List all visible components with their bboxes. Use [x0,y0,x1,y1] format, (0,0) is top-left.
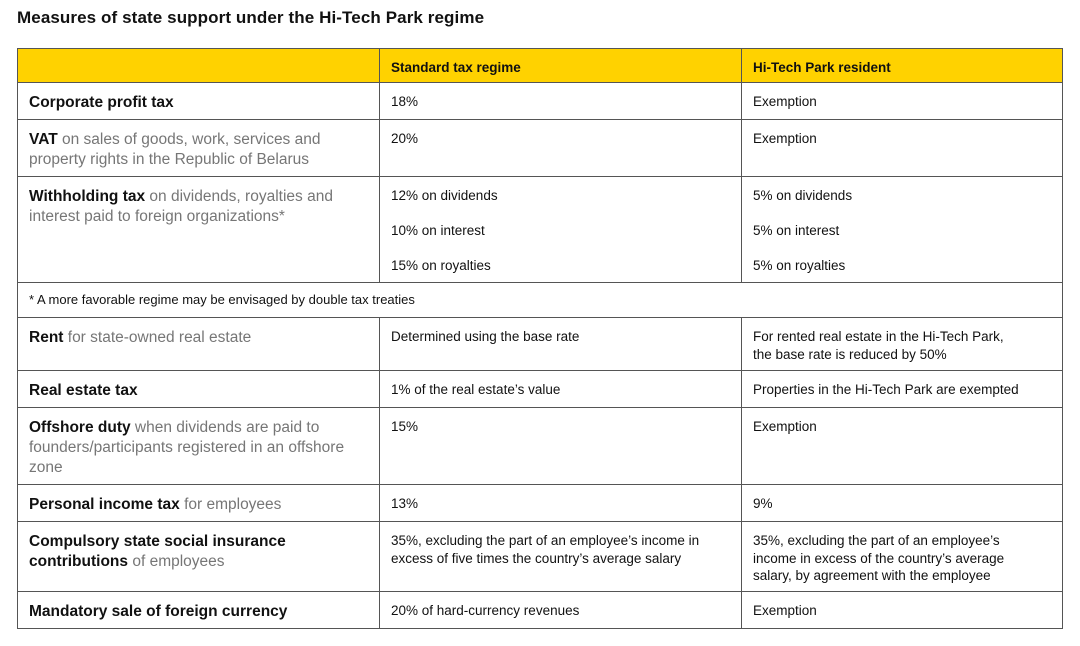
measure-detail: for state-owned real estate [63,329,252,346]
table-row [18,83,1063,120]
measure-name: VAT [29,131,58,148]
measure-cell [18,318,380,371]
standard-value: 15% on royalties [391,258,491,273]
measure-detail: for employees [179,496,282,513]
standard-cell [380,522,742,592]
standard-value: Determined using the base rate [391,329,580,344]
htp-value: Exemption [753,94,817,109]
htp-value: 9% [753,496,773,511]
htp-value: the base rate is reduced by 50% [753,346,947,362]
htp-value: Exemption [753,419,817,434]
measure-cell [18,408,380,485]
standard-value: 20% [391,131,419,146]
state-support-table [17,48,1063,629]
htp-cell [742,592,1063,629]
measure-cell [18,120,380,177]
header-measure [18,49,380,83]
htp-cell [742,408,1063,485]
htp-value: 5% on interest [753,223,840,238]
standard-cell [380,485,742,522]
htp-cell [742,120,1063,177]
measure-cell [18,485,380,522]
measure-name: Real estate tax [29,382,138,399]
htp-cell [742,318,1063,371]
htp-cell [742,485,1063,522]
htp-cell [742,83,1063,120]
measure-name: Offshore duty [29,419,131,436]
standard-value: 1% of the real estate’s value [391,382,561,397]
standard-value: 18% [391,94,419,109]
table-row [18,371,1063,408]
table-row [18,318,1063,371]
table-row [18,408,1063,485]
measure-detail: when dividends are paid to founders/participants registered in an offshore zone [29,419,345,476]
measure-detail: on dividends, royalties and interest paid to foreign organizations* [29,188,333,225]
htp-value: For rented real estate in the Hi-Tech Park, [753,329,1004,344]
standard-value: 12% on dividends [391,188,498,203]
measure-detail: of employees [128,553,225,570]
header-standard-regime: Standard tax regime [380,49,742,83]
page-title: Measures of state support under the Hi-Tech Park regime [17,8,485,27]
measure-name: Corporate profit tax [29,94,174,111]
htp-value: Exemption [753,131,817,146]
htp-value: 35%, excluding the part of an employee’s [753,533,1000,548]
standard-value: excess of five times the country’s average salary [391,550,682,566]
standard-cell [380,83,742,120]
table-row [18,592,1063,629]
standard-cell [380,408,742,485]
standard-value: 10% on interest [391,223,485,238]
measure-name: Withholding tax [29,188,146,205]
table-row [18,522,1063,592]
header-hitech-park-resident: Hi-Tech Park resident [742,49,1063,83]
measure-cell [18,83,380,120]
standard-cell [380,120,742,177]
measure-cell [18,522,380,592]
standard-cell [380,592,742,629]
measure-cell [18,177,380,283]
standard-value: 13% [391,496,419,511]
table-row [18,120,1063,177]
standard-cell [380,371,742,408]
htp-cell [742,177,1063,283]
htp-value: Exemption [753,603,817,618]
htp-value: 5% on royalties [753,258,846,273]
standard-cell [380,177,742,283]
htp-cell [742,522,1063,592]
standard-value: 15% [391,419,419,434]
measure-detail: on sales of goods, work, services and property rights in the Republic of Belarus [29,131,321,168]
table-row [18,485,1063,522]
table-header-row [18,49,1063,83]
standard-value: 35%, excluding the part of an employee’s income in [391,533,700,548]
htp-cell [742,371,1063,408]
measure-name: Rent [29,329,64,346]
htp-value: salary, by agreement with the employee [753,568,991,583]
standard-cell [380,318,742,371]
htp-value: Properties in the Hi-Tech Park are exempted [753,382,1019,397]
footnote-row [18,283,1063,318]
measure-name: Personal income tax [29,496,180,513]
standard-value: 20% of hard-currency revenues [391,603,580,618]
measure-cell [18,371,380,408]
table-row [18,177,1063,283]
measure-name: Compulsory state social insurance contributions [29,533,286,570]
footnote: * A more favorable regime may be envisaged by double tax treaties [18,283,1063,318]
measure-name: Mandatory sale of foreign currency [29,603,288,620]
measure-cell [18,592,380,629]
htp-value: income in excess of the country’s average [753,550,1005,566]
htp-value: 5% on dividends [753,188,853,203]
